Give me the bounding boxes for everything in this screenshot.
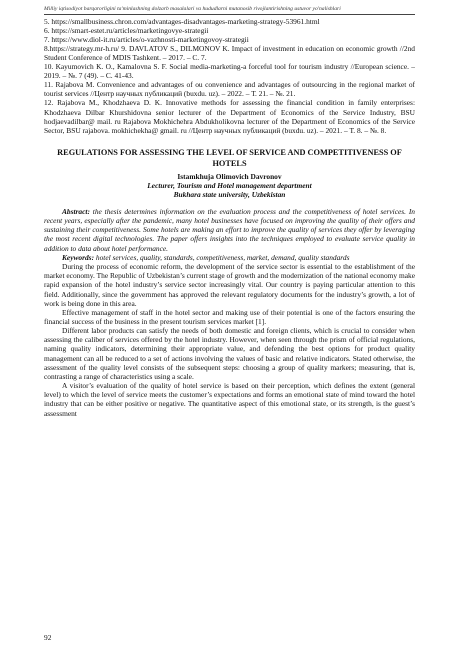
body-paragraph: Different labor products can satisfy the needs of both domestic and foreign clients, which is crucial to consider when assessing the caliber of services offered by the hotel industry. However, when seen through the prism of official regulations, naming quality indicators, determining their appropriate value, and defending the best options for product quality management can all be reduced to a set of actions involving the values of basic and relative indicators. Stated otherwise, the assessment of the quality level consists of the subsequent steps: choosing a group of quality markers; measuring, that is, contrasting a range of characteristics using a scale.: [44, 326, 415, 381]
reference-item: 10. Kayumovich K. O., Kamalovna S. F. Social media-marketing-a forceful tool for tourism industry //European science. – 2019. – №. 7 (49). – С. 41-43.: [44, 62, 415, 81]
running-header: Milliy iqtisodiyot barqarorligini ta'minlashning dolzarb masalalari va hududlarni mutanosib rivojlantirishning ustuvor yo'nalishlari: [44, 6, 341, 12]
author-name: Istamkhuja Olimovich Davronov: [177, 171, 282, 181]
reference-item: 12. Rajabova M., Khodzhaeva D. K. Innovative methods for assessing the financial condition in family enterprises: Khodzhaeva Dilbar Khurshidovna senior lecturer of the Department of Economics of the Service Industry, BSU hodjaevadilbar@ mail. ru Rajabova Mokhichehra Abdukholikovna lecturer of the Department of Economics of the Service Sector, BSU rajabova. mokhichekha@ gmail. ru //Центр научных публикаций (buxdu. uz). – 2021. – Т. 8. – №. 8.: [44, 98, 415, 135]
reference-item[interactable]: 8.https://strategy.mr-h.ru/ 9. DAVLATOV S., DILMONOV K. Impact of investment in education on economic growth //2nd Student Conference of MDIS Tashkent. – 2017. – С. 7.: [44, 43, 415, 62]
reference-item[interactable]: 5. https://smallbusiness.chron.com/advantages-disadvantages-marketing-strategy-53961.html: [44, 16, 320, 26]
page: [44, 6, 415, 418]
reference-item[interactable]: 6. https://smart-estet.ru/articles/marketingovye-strategii: [44, 25, 209, 35]
article-body: [44, 262, 415, 418]
author-affiliation-university: Bukhara state university, Uzbekistan: [173, 189, 286, 199]
reference-list: [44, 17, 415, 135]
abstract: [44, 207, 415, 253]
body-paragraph: During the process of economic reform, the development of the service sector is essential to the establishment of the market economy. The Republic of Uzbekistan’s current stage of growth and the modernization of the national economy make rapid expansion of the hotel industry’s service sector increasingly vital. Our country is paying particular attention to this field. Additionally, since the government has approved the relevant regulatory documents for the industry’s growth, a lot of work is being done in this area.: [44, 262, 415, 308]
body-paragraph: A visitor’s evaluation of the quality of hotel service is based on their perception, which defines the extent (general level) to which the level of service meets the customer’s expectations and forms an emotional state of mind toward the hotel industry that can be either positive or negative. The quantitative aspect of this emotional state, or its strength, is the guest’s assessment: [44, 381, 415, 418]
keywords: [44, 253, 415, 262]
abstract-label: Abstract:: [62, 206, 90, 216]
reference-item: 11. Rajabova M. Convenience and advantages of ou convenience and advantages of outsourcing in the regional market of tourist services //Центр научных публикаций (buxdu. uz). – 2022. – Т. 21. – №. 21.: [44, 80, 415, 99]
keywords-text: hotel services, quality, standards, competitiveness, market, demand, quality standards: [95, 252, 350, 262]
body-paragraph: Effective management of staff in the hotel sector and making use of their potential is one of the factors ensuring the financial success of the business in the present tourism services market [1].: [44, 307, 415, 326]
article-title: REGULATIONS FOR ASSESSING THE LEVEL OF SERVICE AND COMPETITIVENESS OF HOTELS: [57, 147, 402, 168]
page-number: 92: [44, 633, 52, 642]
abstract-text: the thesis determines information on the evaluation process and the competitiveness of hotel services. In recent years, especially after the pandemic, many hotel businesses have focused on improving the quality of their offers and sustaining their competitiveness. Some hotels are making an effort to improve the quality of services they offer by leveraging the most recent digital technologies. The paper offers insights into the techniques employed to evaluate service quality in addition to data about hotel performance.: [44, 206, 415, 253]
keywords-label: Keywords:: [62, 252, 95, 262]
reference-item[interactable]: 7. https://www.diol-it.ru/articles/o-vazhnosti-marketingovoy-strategii: [44, 34, 249, 44]
author-affiliation-position: Lecturer, Tourism and Hotel management department: [147, 180, 312, 190]
header-rule: [44, 14, 415, 15]
